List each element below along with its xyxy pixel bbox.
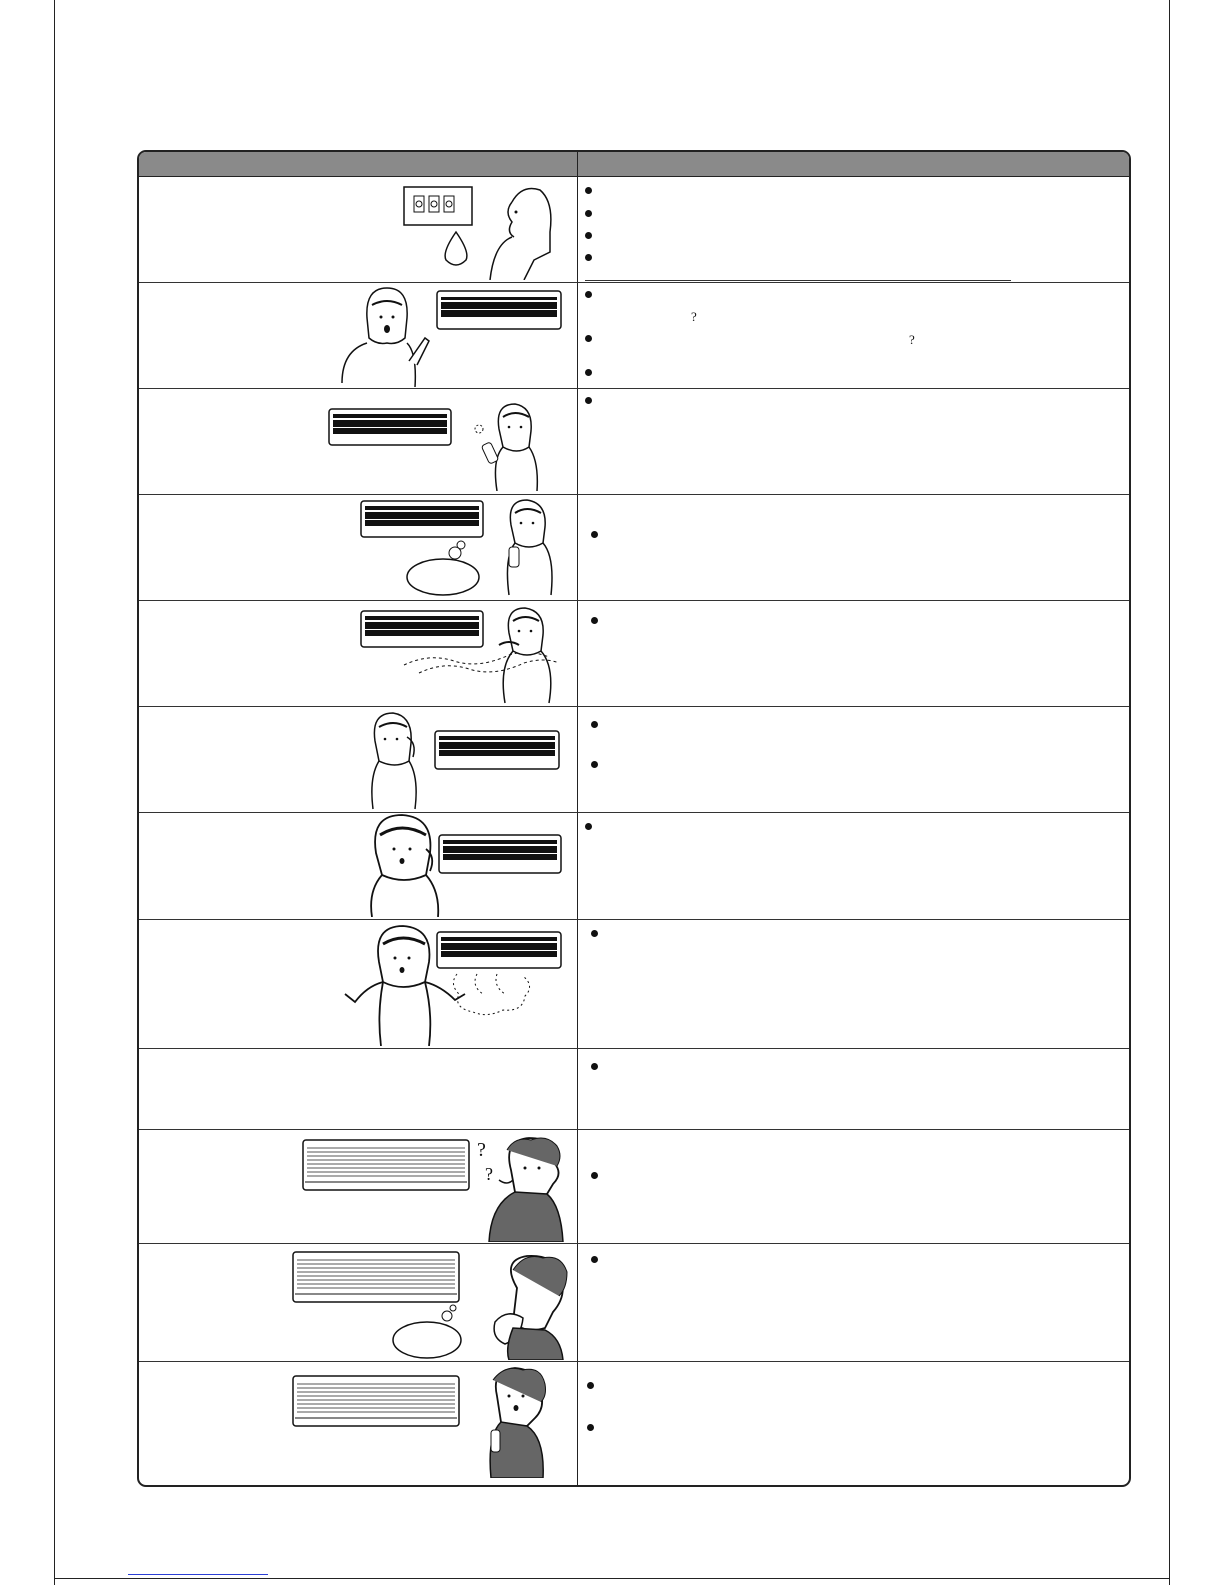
table-row [139, 495, 1129, 601]
list-item [587, 1378, 1123, 1394]
list-item [585, 331, 1121, 347]
page-border-bottom [54, 1578, 1170, 1579]
table-row [139, 1244, 1129, 1362]
list-item [585, 365, 1121, 381]
question-mark: ? [485, 1164, 493, 1184]
table-row [139, 601, 1129, 707]
remedy-list [585, 813, 1121, 919]
remedy-list [585, 389, 1121, 494]
table-row [139, 813, 1129, 920]
table-row [139, 1049, 1129, 1130]
list-item [585, 183, 1121, 199]
remedy-list [585, 1244, 1121, 1361]
remedy-list [585, 283, 1121, 388]
remedy-list [585, 707, 1121, 812]
remedy-list [585, 920, 1121, 1048]
woman-shrugging-with-mist-icon [337, 924, 567, 1046]
page-border-right [1169, 0, 1170, 1585]
remedy-list [585, 1049, 1121, 1129]
table-row [139, 920, 1129, 1049]
footer-link-underline[interactable] [128, 1574, 268, 1575]
remedy-list [585, 495, 1121, 600]
table-row [139, 1362, 1129, 1483]
remedy-list [585, 1130, 1121, 1243]
unit-thought-bubble-and-woman-icon [359, 495, 574, 599]
table-row [139, 283, 1129, 389]
question-mark: ? [477, 1139, 486, 1161]
list-item [585, 287, 1121, 303]
woman-pointing-at-unit-icon [337, 283, 567, 387]
partial-divider [585, 280, 1011, 281]
question-mark: ? [909, 332, 915, 347]
remedy-list [585, 177, 1121, 282]
list-item [591, 757, 1127, 773]
question-mark: ? [691, 309, 697, 324]
woman-hands-on-ears-and-unit-icon [364, 813, 564, 917]
unit-thought-bubble-and-thinking-woman-icon [291, 1248, 571, 1360]
table-row [139, 707, 1129, 813]
list-item [591, 527, 1127, 543]
remedy-list [585, 601, 1121, 706]
unit-and-woman-smelling-icon [359, 603, 574, 705]
list-item [585, 206, 1121, 222]
unit-and-puzzled-woman-icon [301, 1134, 566, 1242]
list-item [591, 1059, 1127, 1075]
unit-and-woman-with-remote-icon-2 [291, 1366, 571, 1478]
table-header [139, 152, 1129, 177]
table-row [139, 177, 1129, 283]
unit-with-drip-and-woman-icon [394, 182, 569, 280]
table-row [139, 389, 1129, 495]
unit-and-woman-with-remote-icon [327, 399, 552, 491]
list-item [591, 1252, 1127, 1268]
troubleshooting-table [137, 150, 1131, 1487]
list-item [585, 228, 1121, 244]
woman-listening-and-unit-icon [367, 711, 567, 811]
list-item [585, 250, 1121, 266]
page-border-left [54, 0, 55, 1585]
table-row [139, 1130, 1129, 1244]
list-item [585, 393, 1121, 409]
list-item [591, 613, 1127, 629]
list-item [587, 1420, 1123, 1436]
list-item [591, 1168, 1127, 1184]
list-item [591, 717, 1127, 733]
list-item [591, 926, 1127, 942]
list-item [585, 819, 1121, 835]
remedy-list [585, 1362, 1121, 1483]
